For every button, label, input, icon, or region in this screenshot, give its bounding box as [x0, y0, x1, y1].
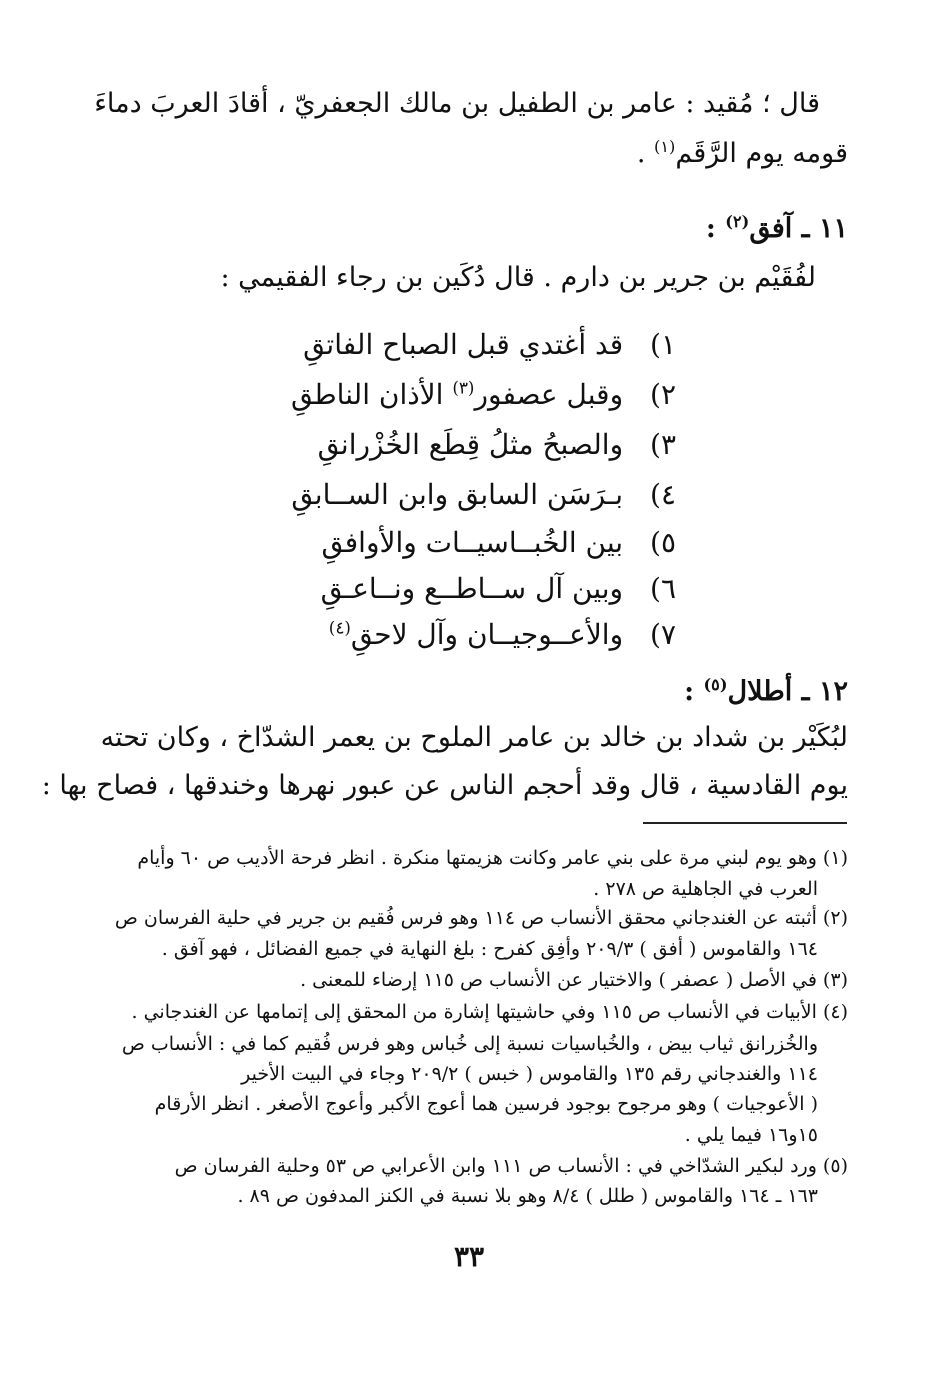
footnote-3 — [300, 969, 848, 991]
entry-12-colon: : — [684, 676, 704, 707]
footnote-ref-5: (٥) — [703, 675, 728, 694]
footnote-divider — [643, 822, 847, 824]
verse-2 — [291, 378, 676, 411]
verse-number: ١) — [650, 328, 676, 361]
page-number: ٣٣ — [453, 1240, 485, 1273]
footnote-text: والخُزرانق ثياب بيض ، والخُباسيات نسبة إلى خُباس وهو فرس فُقيم كما في : الأنساب ص — [121, 1033, 818, 1055]
verse-text: بـرَسَن السابق وابن الســابقِ — [291, 478, 624, 511]
intro-line-1 — [94, 88, 820, 119]
footnote-text: (١) وهو يوم لبني مرة على بني عامر وكانت هزيمتها منكرة . انظر فرحة الأديب ص ٦٠ وأيام — [137, 847, 848, 869]
footnote-4-line-1 — [131, 1001, 848, 1023]
verse-text: بين الخُبــاسيــات والأوافقِ — [321, 526, 624, 559]
footnote-ref-1: (١) — [654, 137, 676, 156]
verse-6 — [321, 572, 676, 605]
verse-text: وقبل عصفور — [474, 378, 624, 411]
verse-text: والأعــوجيــان وآل لاحقِ — [350, 618, 624, 651]
entry-11-text — [220, 262, 816, 293]
footnote-4-line-3 — [241, 1063, 818, 1085]
intro-line-1-text: قال ؛ مُقيد : عامر بن الطفيل بن مالك الجعفريّ ، أقادَ العربَ دماءَ — [94, 88, 820, 119]
footnote-ref-2: (٢) — [725, 212, 750, 231]
entry-11-text-span: لفُقَيْم بن جرير بن دارم . قال دُكَين بن رجاء الفقيمي : — [220, 262, 816, 293]
footnote-1-line-2 — [593, 878, 818, 900]
verse-4 — [291, 478, 676, 511]
verse-number: ٤) — [650, 478, 676, 511]
footnote-text: العرب في الجاهلية ص ٢٧٨ . — [593, 878, 818, 900]
intro-line-2-end: . — [636, 138, 654, 169]
verse-5 — [321, 526, 676, 559]
entry-12-line-1 — [101, 722, 848, 753]
intro-line-2 — [637, 138, 848, 169]
verse-text: وبين آل ســاطــع ونــاعـقِ — [320, 572, 624, 605]
footnote-4-line-5 — [685, 1124, 818, 1146]
footnote-ref-3: (٣) — [452, 377, 475, 398]
footnote-text: ١٥و١٦ فيما يلي . — [684, 1124, 818, 1146]
footnote-text: (٢) أثبته عن الغندجاني محقق الأنساب ص ١١٤ وهو فرس فُقيم بن جرير في حلية الفرسان ص — [114, 907, 848, 929]
verse-number: ٥) — [650, 526, 676, 559]
entry-11-title: ١١ ـ آفق — [749, 213, 848, 244]
entry-12-title: ١٢ ـ أطلال — [727, 676, 848, 707]
footnote-5-line-1 — [175, 1155, 848, 1177]
footnote-text: (٣) في الأصل ( عصفر ) والاختيار عن الأنساب ص ١١٥ إرضاء للمعنى . — [300, 969, 848, 991]
footnote-4-line-4 — [155, 1093, 818, 1115]
verse-text-cont: الأذان الناطقِ — [291, 378, 453, 411]
footnote-2-line-1 — [115, 907, 848, 929]
footnote-text: ١٦٤ والقاموس ( أفق ) ٢٠٩/٣ وأفِق كفرح : بلغ النهاية في جميع الفضائل ، فهو آفق . — [161, 938, 818, 960]
footnote-text: (٤) الأبيات في الأنساب ص ١١٥ وفي حاشيتها إشارة من المحقق إلى إتمامها عن الغندجاني . — [131, 1001, 848, 1023]
footnote-2-line-2 — [162, 938, 818, 960]
footnote-5-line-2 — [237, 1185, 818, 1207]
verse-number: ٣) — [650, 428, 676, 461]
intro-line-2-text: قومه يوم الرَّقَم — [675, 138, 848, 169]
verse-3 — [318, 428, 676, 461]
footnote-text: ١٦٣ ـ ١٦٤ والقاموس ( طلل ) ٨/٤ وهو بلا نسبة في الكنز المدفون ص ٨٩ . — [237, 1185, 818, 1207]
entry-12-heading — [684, 676, 848, 707]
entry-11-heading — [706, 213, 848, 244]
verse-text: قد أغتدي قبل الصباح الفاتقِ — [303, 328, 624, 361]
verse-number: ٧) — [650, 618, 676, 651]
footnote-4-line-2 — [122, 1033, 818, 1055]
entry-11-colon: : — [705, 213, 726, 244]
footnote-text: ١١٤ والغندجاني رقم ١٣٥ والقاموس ( خبس ) ٢٠٩/٢ وجاء في البيت الأخير — [241, 1063, 818, 1085]
verse-7 — [329, 618, 676, 651]
verse-number: ٢) — [650, 378, 676, 411]
verse-number: ٦) — [650, 572, 676, 605]
verse-1 — [303, 328, 676, 361]
entry-12-line-2 — [42, 770, 848, 801]
footnote-text: ( الأعوجيات ) وهو مرجوح بوجود فرسين هما أعوج الأكبر وأعوج الأصغر . انظر الأرقام — [154, 1093, 818, 1115]
footnote-text: (٥) ورد لبكير الشدّاخي في : الأنساب ص ١١١ وابن الأعرابي ص ٥٣ وحلية الفرسان ص — [174, 1155, 848, 1177]
entry-12-line-2-text: يوم القادسية ، قال وقد أحجم الناس عن عبور نهرها وخندقها ، فصاح بها : — [41, 770, 848, 801]
entry-12-line-1-text: لبُكَيْر بن شداد بن خالد بن عامر الملوح بن يعمر الشدّاخ ، وكان تحته — [100, 722, 848, 753]
footnote-1-line-1 — [137, 847, 848, 869]
footnote-ref-4: (٤) — [328, 617, 351, 638]
verse-text: والصبحُ مثلُ قِطَع الخُزْرانقِ — [317, 428, 624, 461]
